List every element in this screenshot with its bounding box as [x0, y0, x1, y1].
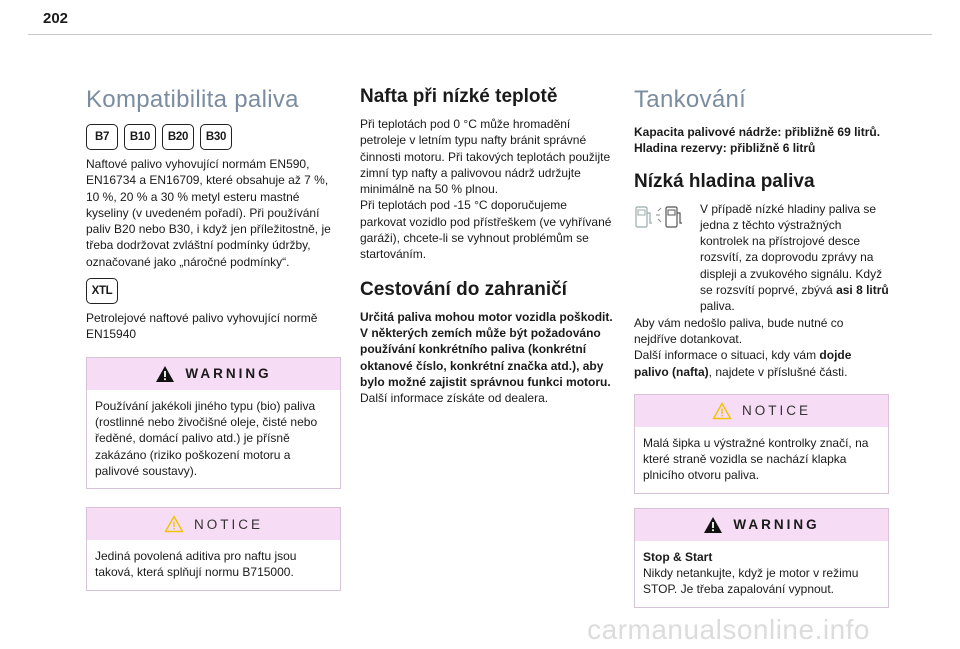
cold-paragraph-1: Při teplotách pod 0 °C může hromadění petroleje v letním typu nafty bránit správné činnosti motoru. Při takových teplotách použijte zimní typ nafty a palivovou nádrž udržujte minimálně na 50 % plnou.: [360, 117, 611, 197]
warning-triangle-icon: [155, 365, 175, 383]
warning-triangle-icon: [703, 516, 723, 534]
notice-text: Malá šipka u výstražné kontrolky značí, na které straně vozidla se nachází klapka plnicího otvoru paliva.: [643, 435, 869, 483]
section-heading: Nafta při nízké teplotě: [360, 86, 558, 107]
fuel-badge-b30: B30: [200, 124, 232, 150]
warning-header: [635, 509, 888, 541]
page-number: 202: [43, 10, 69, 27]
notice-text: Jediná povolená aditiva pro naftu jsou taková, která splňují normu B715000.: [95, 549, 297, 580]
notice-box: [86, 507, 341, 591]
warning-title: WARNING: [733, 517, 820, 533]
abroad-bold-paragraph: Určitá paliva mohou motor vozidla poškodit. V některých zemích může být požadováno používání konkrétního paliva (konkrétní oktanové číslo, konkrétní značka atd.), aby bylo možné zajistit správnou funkci motoru.: [360, 309, 613, 389]
diesel-paragraph: Naftové palivo vyhovující normám EN590, EN16734 a EN16709, které obsahuje až 7 %, 10 %, 20 % a 30 % metyl esteru mastné kyseliny (v uvedeném pořadí). Při používání paliv B20 nebo B30, i když jen příležitostně, je třeba dodržovat zvláštní podmínky údržby, označované jako „náročné podmínky“.: [86, 157, 331, 269]
warning-box: [634, 508, 889, 608]
warning-header: [87, 358, 340, 390]
reserve-level: Hladina rezervy: přibližně 6 litrů: [634, 141, 816, 156]
warning-title: WARNING: [185, 366, 272, 382]
fuel-badge-b20: B20: [162, 124, 194, 150]
low-fuel-refuel-text: Aby vám nedošlo paliva, bude nutné co nejdříve dotankovat.: [634, 315, 844, 346]
low-fuel-intro: [634, 201, 889, 315]
cold-paragraph-2: Při teplotách pod -15 °C doporučujeme parkovat vozidlo pod přístřeškem (ve vyhřívané garáži), chcete-li se vyhnout problémům se startováním.: [360, 198, 612, 262]
notice-triangle-icon: [712, 402, 732, 420]
section-heading-abroad: Cestování do zahraničí: [360, 278, 567, 300]
warning-text: Nikdy netankujte, když je motor v režimu STOP. Je třeba zapalování vypnout.: [643, 566, 859, 597]
section-heading-low-fuel: Nízká hladina paliva: [634, 170, 815, 192]
tank-capacity: Kapacita palivové nádrže: přibližně 69 litrů.: [634, 125, 881, 139]
column-diesel-low-temp: [360, 74, 615, 406]
section-heading: Kompatibilita paliva: [86, 86, 299, 113]
warning-subtitle: Stop & Start: [643, 549, 713, 564]
divider: [28, 34, 932, 35]
column-refuelling: [634, 74, 889, 608]
notice-title: NOTICE: [193, 516, 263, 532]
notice-title: NOTICE: [741, 403, 811, 419]
fuel-badges: [86, 124, 341, 150]
xtl-paragraph: Petrolejové naftové palivo vyhovující normě EN15940: [86, 311, 318, 342]
abroad-paragraph: Další informace získáte od dealera.: [360, 391, 549, 406]
column-fuel-compatibility: [86, 74, 341, 591]
notice-header: [635, 395, 888, 427]
warning-text: Používání jakékoli jiného typu (bio) paliva (rostlinné nebo živočišné oleje, čisté nebo ředěné, domácí palivo atd.) je přísně zakázáno (riziko poškození motoru a palivové soustavy).: [95, 398, 318, 478]
notice-triangle-icon: [164, 515, 184, 533]
notice-header: [87, 508, 340, 540]
fuel-badge-b7: B7: [86, 124, 118, 150]
warning-box: [86, 357, 341, 489]
fuel-badge-b10: B10: [124, 124, 156, 150]
notice-box: [634, 394, 889, 494]
fuel-badge-xtl: XTL: [86, 278, 118, 304]
section-heading: Tankování: [634, 86, 747, 113]
low-fuel-text-start: V případě nízké hladiny paliva se jedna z těchto výstražných kontrolek na přístrojové desce rozsvítí, za doprovodu zprávy na displeji a zvukového signálu. Když se rozsvítí poprvé, zbývá asi 8 litrů paliva.: [700, 201, 889, 314]
fuel-warning-lamp-icon: [634, 201, 692, 233]
watermark: carmanualsonline.info: [587, 614, 870, 645]
low-fuel-more-info: Další informace o situaci, kdy vám dojde palivo (nafta), najdete v příslušné části.: [634, 348, 852, 379]
